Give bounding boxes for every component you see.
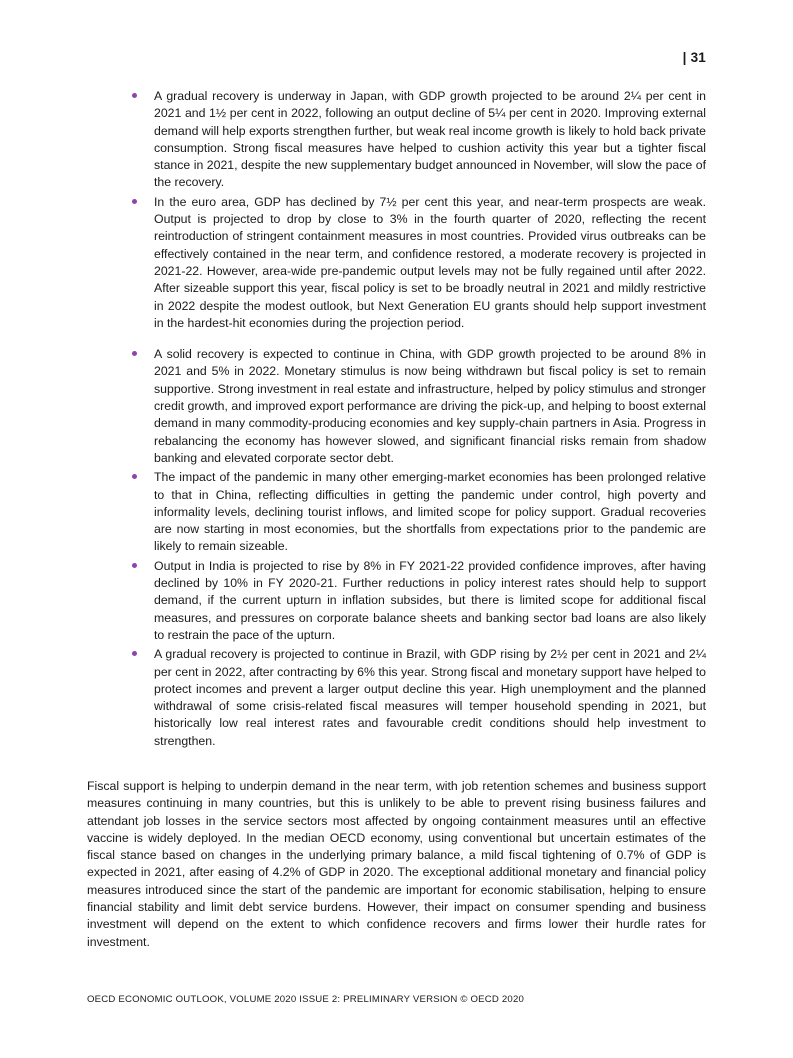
bullet-item-japan: [126, 88, 706, 192]
page-number: | 31: [682, 50, 706, 65]
bullet-dot-icon: [132, 199, 137, 204]
bullet-text: Output in India is projected to rise by 8% in FY 2021-22 provided confidence improves, after having declined by 10% in FY 2020-21. Further reductions in policy interest rates should help to support demand, if the current upturn in inflation subsides, but there is limited scope for additional fiscal measures, and pressures on corporate balance sheets and banking sector bad loans are also likely to restrain the pace of the upturn.: [154, 558, 706, 642]
bullet-item-euro-area: [126, 194, 706, 332]
bullet-item-china: [126, 346, 706, 467]
page-footer: OECD ECONOMIC OUTLOOK, VOLUME 2020 ISSUE 2: PRELIMINARY VERSION © OECD 2020: [87, 994, 525, 1005]
bullet-dot-icon: [132, 563, 137, 568]
bullet-dot-icon: [132, 93, 137, 98]
bullet-dot-icon: [132, 351, 137, 356]
bullet-dot-icon: [132, 474, 137, 479]
bullet-item-brazil: [126, 646, 706, 750]
bullet-text: A solid recovery is expected to continue in China, with GDP growth projected to be around 8% in 2021 and 5% in 2022. Monetary stimulus is now being withdrawn but fiscal policy is set to remain supportive. Strong investment in real estate and infrastructure, helped by policy stimulus and stronger credit growth, and improved export performance are driving the pick-up, and helping to boost external demand in many commodity-producing economies and key supply-chain partners in Asia. Progress in rebalancing the economy has however slowed, and significant financial risks remain from shadow banking and elevated corporate sector debt.: [154, 347, 706, 465]
body-paragraph-fiscal-support: Fiscal support is helping to underpin demand in the near term, with job retention schemes and business support measures continuing in many countries, but this is unlikely to be able to prevent rising business failures and attendant job losses in the service sectors most affected by ongoing containment measures until an effective vaccine is widely deployed. In the median OECD economy, using conventional but uncertain estimates of the fiscal stance based on changes in the underlying primary balance, a mild fiscal tightening of 0.7% of GDP is expected in 2021, after easing of 4.2% of GDP in 2020. The exceptional additional monetary and financial policy measures introduced since the start of the pandemic are important for economic stabilisation, helping to ensure financial stability and limit debt service burdens. However, their impact on consumer spending and business investment will depend on the extent to which confidence recovers and firms lower their hurdle rates for investment.: [87, 779, 706, 949]
bullet-text: A gradual recovery is projected to continue in Brazil, with GDP rising by 2½ per cent in 2021 and 2¼ per cent in 2022, after contracting by 6% this year. Strong fiscal and monetary support have helped to protect incomes and prevent a larger output decline this year. High unemployment and the planned withdrawal of some crisis-related fiscal measures will temper household spending in 2021, but historically low real interest rates and favourable credit conditions should help investment to strengthen.: [154, 647, 706, 748]
bullet-text: The impact of the pandemic in many other emerging-market economies has been prolonged relative to that in China, reflecting difficulties in getting the pandemic under control, high poverty and informality levels, declining tourist inflows, and limited scope for policy support. Gradual recoveries are now starting in most economies, but the shortfalls from expectations prior to the pandemic are likely to remain sizeable.: [154, 470, 706, 554]
bullet-dot-icon: [132, 651, 137, 656]
bullet-item-india: [126, 558, 706, 644]
bullet-list: [126, 88, 706, 752]
bullet-text: A gradual recovery is underway in Japan, with GDP growth projected to be around 2¼ per cent in 2021 and 1½ per cent in 2022, following an output decline of 5¼ per cent in 2020. Improving external demand will help exports strengthen further, but weak real income growth is likely to hold back private consumption. Strong fiscal measures have helped to cushion activity this year but a tighter fiscal stance in 2021, despite the new supplementary budget announced in November, will slow the pace of the recovery.: [154, 89, 706, 190]
bullet-item-emerging-markets: [126, 469, 706, 555]
bullet-text: In the euro area, GDP has declined by 7½ per cent this year, and near-term prospects are weak. Output is projected to drop by close to 3% in the fourth quarter of 2020, reflecting the recent reintroduction of stringent containment measures in most countries. Provided virus outbreaks can be effectively contained in the near term, and confidence restored, a moderate recovery is projected in 2021-22. However, area-wide pre-pandemic output levels may not be fully regained until after 2022. After sizeable support this year, fiscal policy is set to be broadly neutral in 2021 and mildly restrictive in 2022 despite the modest outlook, but Next Generation EU grants should help support investment in the hardest-hit economies during the projection period.: [154, 194, 706, 330]
